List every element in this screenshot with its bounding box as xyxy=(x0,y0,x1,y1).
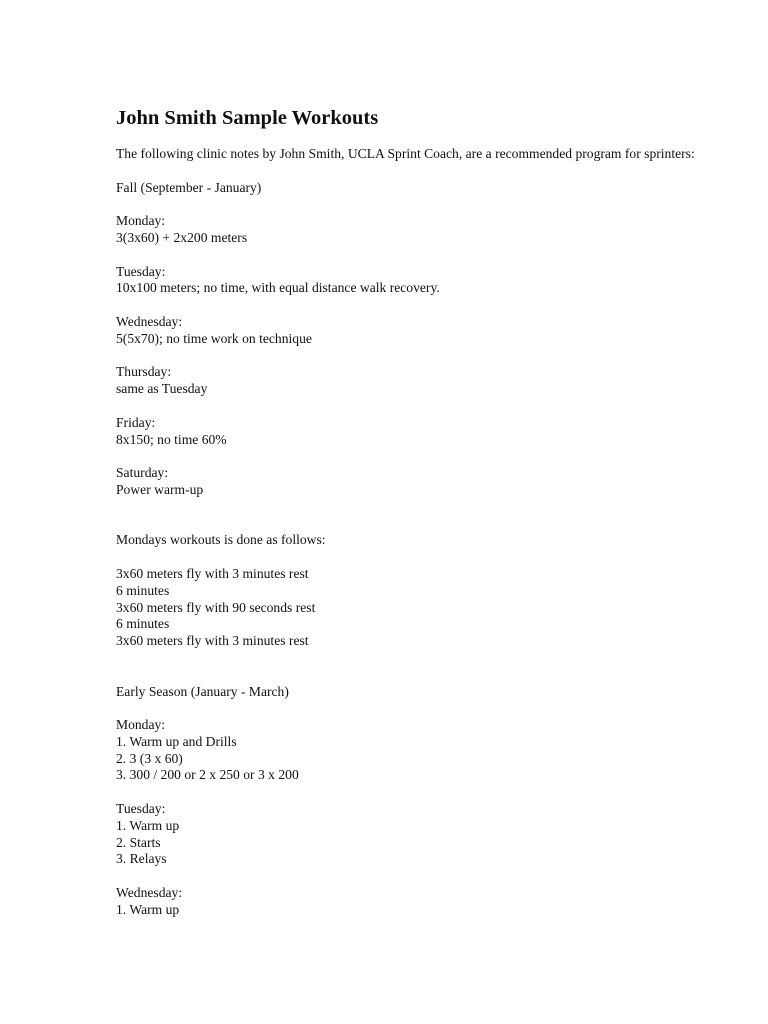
workout-section xyxy=(116,885,736,919)
section-detail-line: 3x60 meters fly with 3 minutes rest xyxy=(116,633,309,649)
section-heading-line: Monday: xyxy=(116,717,166,733)
workout-section xyxy=(116,717,736,784)
workout-section xyxy=(116,314,736,348)
section-detail-line: 8x150; no time 60% xyxy=(116,431,227,447)
workout-section xyxy=(116,801,736,868)
section-detail-line: 1. Warm up xyxy=(116,901,180,917)
section-detail-line: 3. 300 / 200 or 2 x 250 or 3 x 200 xyxy=(116,767,299,783)
section-detail-line: 2. Starts xyxy=(116,834,161,850)
document-title: John Smith Sample Workouts xyxy=(116,107,379,129)
section-detail-line: 10x100 meters; no time, with equal distance walk recovery. xyxy=(116,280,440,296)
workout-section xyxy=(116,532,736,549)
section-detail-line: 5(5x70); no time work on technique xyxy=(116,330,312,346)
section-detail-line: 6 minutes xyxy=(116,616,170,632)
section-detail-line: same as Tuesday xyxy=(116,381,208,397)
section-heading-line: Wednesday: xyxy=(116,313,183,329)
section-heading-line: Tuesday: xyxy=(116,263,166,279)
section-detail-line: 3. Relays xyxy=(116,851,167,867)
document-body xyxy=(116,146,736,935)
section-heading-line: Saturday: xyxy=(116,465,169,481)
section-heading-line: Thursday: xyxy=(116,364,172,380)
section-heading-line: Early Season (January - March) xyxy=(116,683,289,699)
section-heading-line: Mondays workouts is done as follows: xyxy=(116,532,326,548)
workout-section xyxy=(116,566,736,650)
workout-section xyxy=(116,213,736,247)
section-detail-line: 1. Warm up and Drills xyxy=(116,733,237,749)
section-detail-line: 2. 3 (3 x 60) xyxy=(116,750,183,766)
section-heading-line: 3x60 meters fly with 3 minutes rest xyxy=(116,565,309,581)
workout-section xyxy=(116,465,736,499)
section-heading-line: Friday: xyxy=(116,414,156,430)
section-heading-line: Wednesday: xyxy=(116,885,183,901)
section-detail-line: Power warm-up xyxy=(116,481,204,497)
workout-section xyxy=(116,364,736,398)
workout-sections xyxy=(116,180,736,919)
workout-section xyxy=(116,415,736,449)
section-detail-line: 3x60 meters fly with 90 seconds rest xyxy=(116,599,316,615)
section-heading-line: Fall (September - January) xyxy=(116,179,262,195)
workout-section xyxy=(116,180,736,197)
intro-paragraph xyxy=(116,146,736,163)
section-detail-line: 3(3x60) + 2x200 meters xyxy=(116,229,248,245)
intro-text: The following clinic notes by John Smith, UCLA Sprint Coach, are a recommended program for sprinters: xyxy=(116,146,695,161)
section-heading-line: Tuesday: xyxy=(116,801,166,817)
workout-section xyxy=(116,264,736,298)
section-detail-line: 1. Warm up xyxy=(116,817,180,833)
section-heading-line: Monday: xyxy=(116,213,166,229)
section-detail-line: 6 minutes xyxy=(116,582,170,598)
workout-section xyxy=(116,684,736,701)
